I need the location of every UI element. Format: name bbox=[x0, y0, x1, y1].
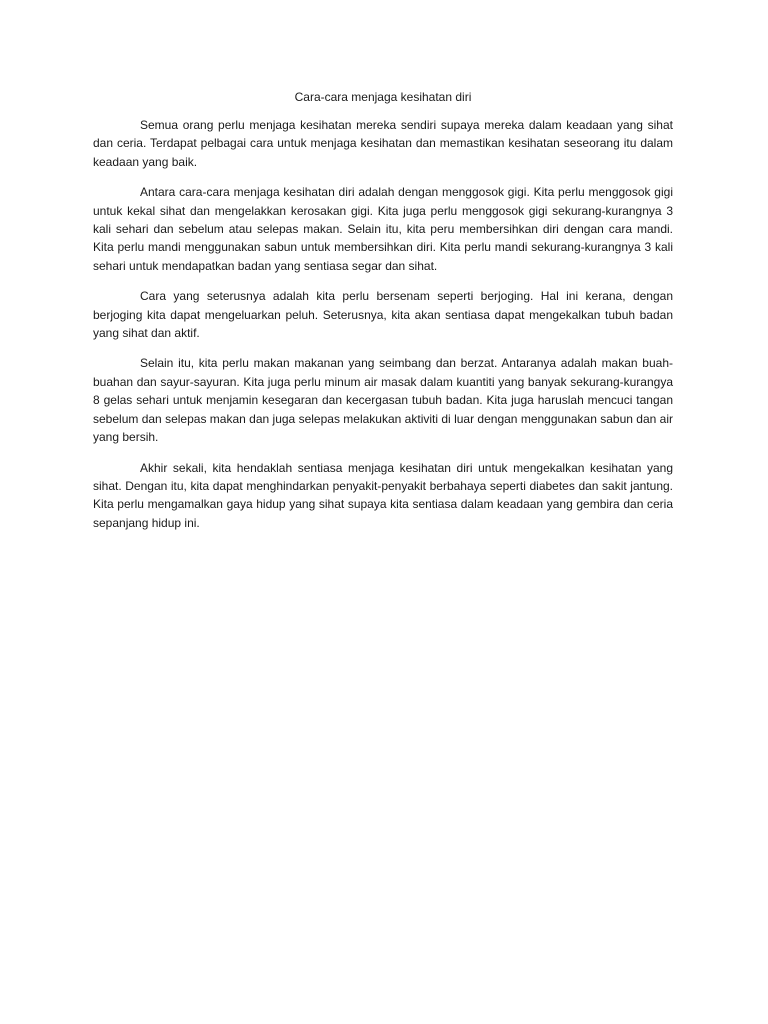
paragraph-diet: Selain itu, kita perlu makan makanan yang seimbang dan berzat. Antaranya adalah makan buah-buahan dan sayur-sayuran. Kita juga perlu minum air masak dalam kuantiti yang banyak sekurang-kurangya 8 gelas sehari untuk menjamin kesegaran dan kecergasan tubuh badan. Kita juga haruslah mencuci tangan sebelum dan selepas makan dan juga selepas melakukan aktiviti di luar dengan menggunakan sabun dan air yang bersih. bbox=[93, 356, 673, 445]
paragraph-hygiene: Antara cara-cara menjaga kesihatan diri adalah dengan menggosok gigi. Kita perlu menggosok gigi untuk kekal sihat dan mengelakkan kerosakan gigi. Kita juga perlu menggosok gigi sekurang-kurangnya 3 kali sehari dan sebelum atau selepas makan. Selain itu, kita peru membersihkan diri dengan cara mandi. Kita perlu mandi menggunakan sabun untuk membersihkan diri. Kita perlu mandi sekurang-kurangnya 3 kali sehari untuk mendapatkan badan yang sentiasa segar dan sihat. bbox=[93, 185, 673, 273]
paragraph-conclusion: Akhir sekali, kita hendaklah sentiasa menjaga kesihatan diri untuk mengekalkan kesihatan yang sihat. Dengan itu, kita dapat menghindarkan penyakit-penyakit berbahaya seperti diabetes dan sakit jantung. Kita perlu mengamalkan gaya hidup yang sihat supaya kita sentiasa dalam keadaan yang gembira dan ceria sepanjang hidup ini. bbox=[93, 460, 673, 530]
document-title: Cara-cara menjaga kesihatan diri bbox=[294, 90, 472, 104]
document-body bbox=[93, 88, 673, 544]
paragraph-introduction: Semua orang perlu menjaga kesihatan mereka sendiri supaya mereka dalam keadaan yang sihat dan ceria. Terdapat pelbagai cara untuk menjaga kesihatan dan memastikan kesihatan seseorang itu dalam keadaan yang baik. bbox=[93, 118, 673, 169]
paragraph-exercise: Cara yang seterusnya adalah kita perlu bersenam seperti berjoging. Hal ini kerana, dengan berjoging kita dapat mengeluarkan peluh. Seterusnya, kita akan sentiasa dapat mengekalkan tubuh badan yang sihat dan aktif. bbox=[93, 289, 673, 341]
